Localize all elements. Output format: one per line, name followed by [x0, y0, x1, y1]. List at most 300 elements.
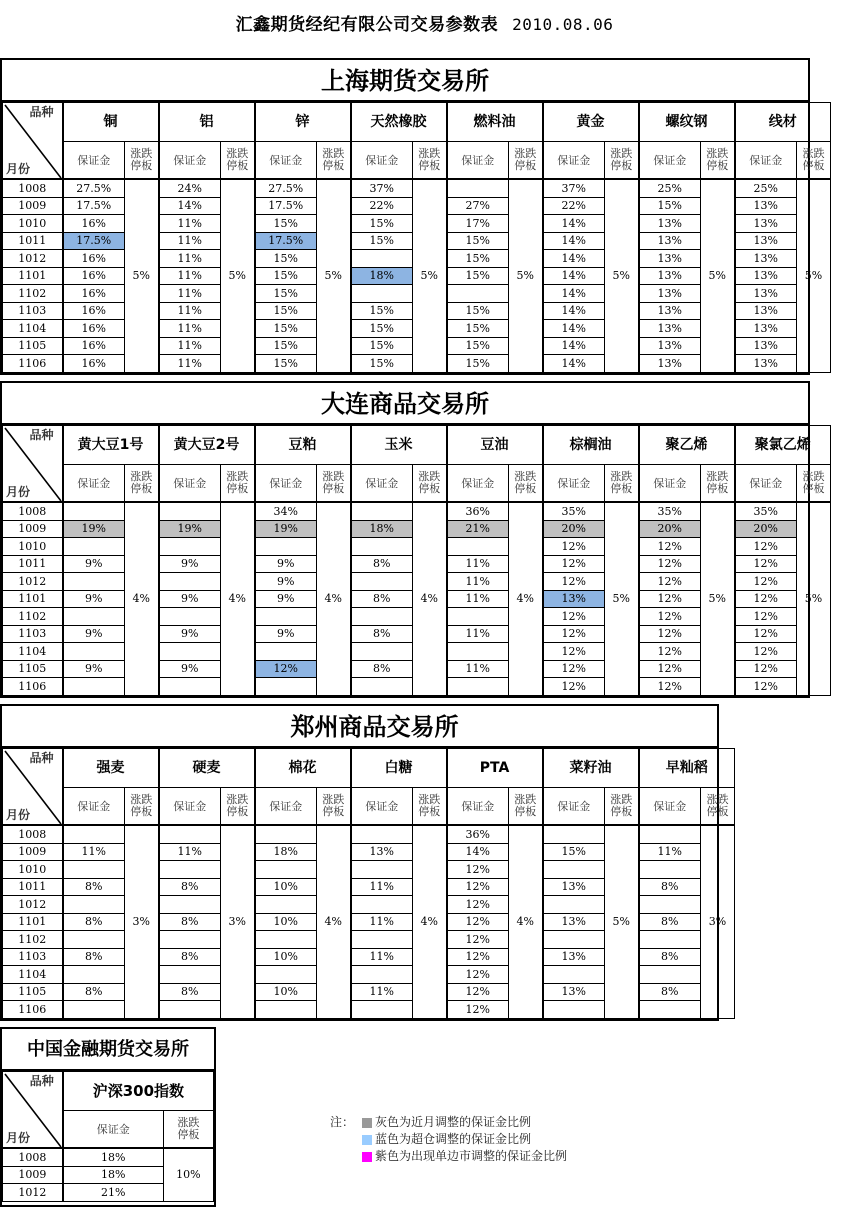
limit-header: 涨跌 停板	[509, 788, 543, 826]
margin-cell: 15%	[255, 215, 317, 233]
month-cell: 1012	[3, 1184, 63, 1202]
margin-cell: 18%	[255, 843, 317, 861]
margin-cell: 14%	[543, 355, 605, 373]
table-row	[3, 179, 831, 197]
margin-cell: 11%	[351, 913, 413, 931]
limit-header: 涨跌 停板	[797, 465, 831, 503]
limit-cell: 10%	[163, 1148, 213, 1201]
limit-cell: 3%	[221, 825, 255, 1018]
margin-cell: 12%	[639, 643, 701, 661]
margin-cell: 12%	[255, 660, 317, 678]
margin-cell	[159, 861, 221, 879]
margin-cell: 11%	[447, 660, 509, 678]
margin-cell	[351, 285, 413, 303]
margin-cell: 13%	[639, 355, 701, 373]
margin-cell: 11%	[159, 267, 221, 285]
margin-cell	[159, 896, 221, 914]
limit-header: 涨跌 停板	[605, 465, 639, 503]
margin-cell	[255, 825, 317, 843]
magenta-swatch-icon	[362, 1152, 372, 1162]
margin-cell: 24%	[159, 179, 221, 197]
month-cell: 1103	[3, 948, 63, 966]
margin-cell: 25%	[735, 179, 797, 197]
exchange-title: 上海期货交易所	[2, 60, 808, 102]
margin-cell: 15%	[639, 197, 701, 215]
product-header: 硬麦	[159, 749, 255, 788]
month-cell: 1011	[3, 232, 63, 250]
month-cell: 1008	[3, 1148, 63, 1166]
margin-cell: 10%	[255, 948, 317, 966]
product-header: 黄大豆2号	[159, 426, 255, 465]
margin-cell: 12%	[447, 931, 509, 949]
margin-cell: 18%	[63, 1148, 163, 1166]
margin-cell	[63, 1001, 125, 1019]
month-cell: 1010	[3, 215, 63, 233]
margin-cell: 8%	[639, 913, 701, 931]
margin-header: 保证金	[735, 465, 797, 503]
margin-cell	[351, 643, 413, 661]
margin-cell: 12%	[639, 678, 701, 696]
margin-cell: 13%	[639, 320, 701, 338]
margin-cell: 14%	[543, 267, 605, 285]
margin-cell: 20%	[735, 520, 797, 538]
limit-cell: 3%	[701, 825, 735, 1018]
page-title	[0, 10, 849, 35]
margin-cell: 13%	[735, 232, 797, 250]
margin-cell	[351, 538, 413, 556]
margin-cell: 15%	[255, 337, 317, 355]
dce-grid	[2, 425, 831, 696]
limit-cell: 5%	[605, 825, 639, 1018]
limit-cell: 4%	[413, 825, 447, 1018]
margin-cell: 27.5%	[255, 179, 317, 197]
limit-cell: 4%	[317, 502, 351, 695]
margin-cell: 11%	[447, 590, 509, 608]
legend-item-gray: 灰色为近月调整的保证金比例	[362, 1114, 567, 1131]
margin-cell: 15%	[255, 250, 317, 268]
margin-cell: 11%	[351, 878, 413, 896]
month-cell: 1105	[3, 983, 63, 1001]
margin-cell	[255, 643, 317, 661]
margin-cell: 14%	[543, 250, 605, 268]
margin-cell	[63, 966, 125, 984]
limit-header: 涨跌 停板	[317, 142, 351, 180]
limit-header: 涨跌 停板	[221, 142, 255, 180]
margin-cell	[255, 966, 317, 984]
margin-header: 保证金	[63, 788, 125, 826]
margin-cell: 12%	[735, 590, 797, 608]
margin-cell: 35%	[543, 502, 605, 520]
margin-cell: 15%	[351, 232, 413, 250]
product-header: 黄金	[543, 103, 639, 142]
product-header: 白糖	[351, 749, 447, 788]
margin-cell: 9%	[159, 590, 221, 608]
margin-cell: 11%	[159, 215, 221, 233]
margin-cell: 36%	[447, 502, 509, 520]
month-cell: 1009	[3, 843, 63, 861]
margin-cell: 11%	[63, 843, 125, 861]
month-cell: 1009	[3, 197, 63, 215]
margin-cell: 12%	[735, 660, 797, 678]
month-cell: 1012	[3, 573, 63, 591]
margin-cell: 13%	[639, 250, 701, 268]
margin-cell: 9%	[255, 573, 317, 591]
margin-cell	[447, 179, 509, 197]
margin-header: 保证金	[351, 788, 413, 826]
margin-cell: 15%	[351, 355, 413, 373]
limit-cell: 5%	[317, 179, 351, 372]
margin-cell: 12%	[735, 555, 797, 573]
month-cell: 1104	[3, 966, 63, 984]
margin-cell	[351, 1001, 413, 1019]
title-text: 汇鑫期货经纪有限公司交易参数表	[235, 15, 499, 35]
margin-cell: 21%	[63, 1184, 163, 1202]
margin-cell: 12%	[735, 643, 797, 661]
margin-cell: 11%	[159, 355, 221, 373]
margin-cell: 13%	[639, 267, 701, 285]
margin-cell: 8%	[639, 948, 701, 966]
margin-cell: 35%	[735, 502, 797, 520]
margin-cell: 13%	[735, 250, 797, 268]
czce-table	[0, 704, 729, 1021]
margin-cell: 27.5%	[63, 179, 125, 197]
margin-cell	[255, 931, 317, 949]
margin-cell: 8%	[639, 878, 701, 896]
margin-cell: 15%	[255, 302, 317, 320]
limit-cell: 3%	[125, 825, 159, 1018]
product-header: 燃料油	[447, 103, 543, 142]
margin-cell: 25%	[639, 179, 701, 197]
margin-cell: 27%	[447, 197, 509, 215]
margin-cell: 9%	[255, 625, 317, 643]
margin-cell	[351, 608, 413, 626]
margin-cell	[63, 678, 125, 696]
margin-cell: 20%	[543, 520, 605, 538]
product-header: 棉花	[255, 749, 351, 788]
margin-cell	[159, 1001, 221, 1019]
month-cell: 1008	[3, 502, 63, 520]
margin-cell: 8%	[63, 913, 125, 931]
margin-cell: 34%	[255, 502, 317, 520]
margin-header: 保证金	[255, 788, 317, 826]
margin-header: 保证金	[735, 142, 797, 180]
limit-header: 涨跌 停板	[701, 142, 735, 180]
margin-cell: 14%	[447, 843, 509, 861]
margin-cell	[351, 573, 413, 591]
margin-cell: 11%	[447, 625, 509, 643]
margin-cell: 9%	[159, 660, 221, 678]
legend-item-blue: 蓝色为超仓调整的保证金比例	[362, 1131, 567, 1148]
margin-cell: 12%	[735, 678, 797, 696]
margin-header: 保证金	[639, 788, 701, 826]
margin-cell	[63, 502, 125, 520]
margin-cell: 13%	[639, 285, 701, 303]
limit-header: 涨跌 停板	[125, 788, 159, 826]
margin-cell	[63, 861, 125, 879]
margin-cell: 20%	[639, 520, 701, 538]
product-header: 铜	[63, 103, 159, 142]
margin-cell: 11%	[447, 555, 509, 573]
product-header: 铝	[159, 103, 255, 142]
margin-cell: 11%	[351, 983, 413, 1001]
limit-cell: 5%	[701, 179, 735, 372]
margin-cell: 10%	[255, 913, 317, 931]
month-cell: 1105	[3, 337, 63, 355]
product-header: 早籼稻	[639, 749, 735, 788]
margin-cell	[63, 573, 125, 591]
margin-cell	[351, 250, 413, 268]
margin-header: 保证金	[159, 465, 221, 503]
margin-cell	[255, 861, 317, 879]
margin-header: 保证金	[63, 142, 125, 180]
margin-header: 保证金	[543, 465, 605, 503]
margin-header: 保证金	[63, 465, 125, 503]
limit-header: 涨跌 停板	[509, 465, 543, 503]
margin-cell: 12%	[639, 590, 701, 608]
margin-cell: 15%	[447, 232, 509, 250]
month-cell: 1011	[3, 555, 63, 573]
product-header: 玉米	[351, 426, 447, 465]
margin-cell: 14%	[543, 302, 605, 320]
product-header: 天然橡胶	[351, 103, 447, 142]
limit-header: 涨跌 停板	[701, 465, 735, 503]
margin-cell	[159, 643, 221, 661]
margin-cell	[639, 861, 701, 879]
margin-cell	[159, 573, 221, 591]
limit-cell: 5%	[797, 179, 831, 372]
margin-cell	[543, 931, 605, 949]
margin-cell: 12%	[543, 555, 605, 573]
shfe-table	[0, 58, 825, 375]
margin-cell: 12%	[543, 625, 605, 643]
margin-cell: 8%	[351, 625, 413, 643]
margin-cell	[543, 861, 605, 879]
margin-cell	[63, 825, 125, 843]
limit-header: 涨跌 停板	[605, 142, 639, 180]
margin-cell: 22%	[543, 197, 605, 215]
margin-cell	[63, 608, 125, 626]
product-header: 菜籽油	[543, 749, 639, 788]
margin-cell: 8%	[351, 660, 413, 678]
margin-cell: 12%	[447, 966, 509, 984]
product-header: PTA	[447, 749, 543, 788]
margin-cell: 13%	[639, 232, 701, 250]
month-cell: 1103	[3, 302, 63, 320]
corner-header: 品种 月份	[3, 426, 63, 503]
gray-swatch-icon	[362, 1118, 372, 1128]
margin-cell: 14%	[543, 320, 605, 338]
margin-cell: 13%	[543, 983, 605, 1001]
margin-cell: 12%	[543, 660, 605, 678]
limit-cell: 5%	[125, 179, 159, 372]
table-row	[3, 825, 735, 843]
limit-cell: 5%	[413, 179, 447, 372]
margin-cell: 19%	[63, 520, 125, 538]
margin-cell: 18%	[351, 267, 413, 285]
month-cell: 1106	[3, 1001, 63, 1019]
margin-cell: 15%	[255, 285, 317, 303]
limit-header: 涨跌 停板	[797, 142, 831, 180]
corner-header: 品种 月份	[3, 1072, 63, 1149]
margin-cell: 12%	[543, 608, 605, 626]
limit-cell: 4%	[509, 502, 543, 695]
product-header: 沪深300指数	[63, 1072, 214, 1111]
margin-cell: 13%	[543, 878, 605, 896]
margin-cell: 16%	[63, 337, 125, 355]
product-header: 黄大豆1号	[63, 426, 159, 465]
table-row	[3, 1148, 214, 1166]
month-cell: 1008	[3, 179, 63, 197]
month-cell: 1008	[3, 825, 63, 843]
margin-cell	[159, 966, 221, 984]
margin-cell	[159, 931, 221, 949]
margin-cell	[255, 538, 317, 556]
product-header: 螺纹钢	[639, 103, 735, 142]
margin-cell: 13%	[735, 197, 797, 215]
margin-cell: 8%	[159, 913, 221, 931]
margin-cell: 15%	[543, 843, 605, 861]
margin-cell: 11%	[159, 320, 221, 338]
margin-cell	[351, 825, 413, 843]
margin-cell: 11%	[159, 302, 221, 320]
month-cell: 1106	[3, 355, 63, 373]
margin-cell	[447, 538, 509, 556]
margin-cell: 11%	[159, 250, 221, 268]
month-cell: 1010	[3, 861, 63, 879]
margin-cell: 21%	[447, 520, 509, 538]
margin-header: 保证金	[447, 465, 509, 503]
margin-cell: 16%	[63, 215, 125, 233]
margin-cell: 12%	[543, 643, 605, 661]
margin-cell: 10%	[255, 878, 317, 896]
limit-cell: 4%	[509, 825, 543, 1018]
margin-cell: 13%	[351, 843, 413, 861]
margin-cell: 15%	[351, 320, 413, 338]
margin-cell: 12%	[447, 948, 509, 966]
margin-cell: 19%	[159, 520, 221, 538]
month-cell: 1104	[3, 643, 63, 661]
margin-cell	[351, 861, 413, 879]
month-cell: 1106	[3, 678, 63, 696]
product-header: 豆油	[447, 426, 543, 465]
margin-cell: 36%	[447, 825, 509, 843]
margin-cell: 12%	[543, 678, 605, 696]
month-cell: 1102	[3, 608, 63, 626]
margin-cell	[159, 608, 221, 626]
margin-cell: 14%	[159, 197, 221, 215]
margin-cell: 15%	[447, 355, 509, 373]
limit-cell: 4%	[125, 502, 159, 695]
margin-cell: 12%	[639, 608, 701, 626]
limit-header: 涨跌 停板	[413, 465, 447, 503]
margin-cell: 8%	[159, 948, 221, 966]
margin-cell: 17.5%	[255, 232, 317, 250]
margin-cell: 17.5%	[255, 197, 317, 215]
margin-header: 保证金	[639, 142, 701, 180]
margin-cell	[351, 931, 413, 949]
margin-cell: 15%	[351, 302, 413, 320]
margin-header: 保证金	[543, 788, 605, 826]
product-header: 棕榈油	[543, 426, 639, 465]
month-cell: 1101	[3, 913, 63, 931]
margin-cell	[639, 896, 701, 914]
margin-header: 保证金	[63, 1111, 163, 1149]
product-header: 聚氯乙烯	[735, 426, 831, 465]
margin-cell: 16%	[63, 285, 125, 303]
margin-cell	[543, 966, 605, 984]
product-header: 豆粕	[255, 426, 351, 465]
margin-cell: 16%	[63, 267, 125, 285]
margin-cell: 15%	[255, 267, 317, 285]
table-row	[3, 502, 831, 520]
margin-cell: 12%	[735, 573, 797, 591]
margin-cell: 35%	[639, 502, 701, 520]
margin-cell: 12%	[543, 538, 605, 556]
margin-cell: 15%	[351, 337, 413, 355]
month-cell: 1102	[3, 931, 63, 949]
margin-cell	[447, 285, 509, 303]
limit-header: 涨跌 停板	[317, 788, 351, 826]
margin-cell: 16%	[63, 320, 125, 338]
margin-cell: 13%	[735, 355, 797, 373]
margin-header: 保证金	[447, 788, 509, 826]
blue-swatch-icon	[362, 1135, 372, 1145]
margin-cell: 9%	[63, 660, 125, 678]
margin-cell	[543, 1001, 605, 1019]
limit-cell: 4%	[317, 825, 351, 1018]
margin-cell: 22%	[351, 197, 413, 215]
limit-header: 涨跌 停板	[317, 465, 351, 503]
margin-cell: 9%	[63, 625, 125, 643]
margin-cell	[639, 1001, 701, 1019]
exchange-title: 中国金融期货交易所	[2, 1029, 214, 1071]
legend	[330, 1114, 567, 1165]
margin-header: 保证金	[255, 465, 317, 503]
limit-cell: 5%	[605, 502, 639, 695]
margin-cell	[543, 896, 605, 914]
margin-cell: 14%	[543, 285, 605, 303]
margin-cell	[639, 931, 701, 949]
limit-cell: 5%	[797, 502, 831, 695]
margin-cell: 8%	[63, 948, 125, 966]
margin-cell	[351, 896, 413, 914]
margin-cell: 12%	[735, 538, 797, 556]
margin-cell	[63, 538, 125, 556]
product-header: 聚乙烯	[639, 426, 735, 465]
margin-cell	[447, 678, 509, 696]
margin-cell: 12%	[639, 538, 701, 556]
margin-cell	[63, 643, 125, 661]
margin-header: 保证金	[255, 142, 317, 180]
month-cell: 1104	[3, 320, 63, 338]
margin-cell: 15%	[447, 337, 509, 355]
margin-cell: 12%	[735, 608, 797, 626]
margin-cell	[255, 896, 317, 914]
margin-cell: 10%	[255, 983, 317, 1001]
margin-cell: 11%	[159, 285, 221, 303]
margin-cell	[63, 896, 125, 914]
dce-table	[0, 381, 825, 698]
margin-cell: 8%	[639, 983, 701, 1001]
margin-cell: 13%	[735, 302, 797, 320]
margin-cell: 12%	[447, 1001, 509, 1019]
margin-cell	[447, 643, 509, 661]
limit-cell: 5%	[605, 179, 639, 372]
margin-cell: 9%	[255, 555, 317, 573]
corner-header: 品种 月份	[3, 103, 63, 180]
margin-cell	[255, 1001, 317, 1019]
margin-cell	[351, 678, 413, 696]
